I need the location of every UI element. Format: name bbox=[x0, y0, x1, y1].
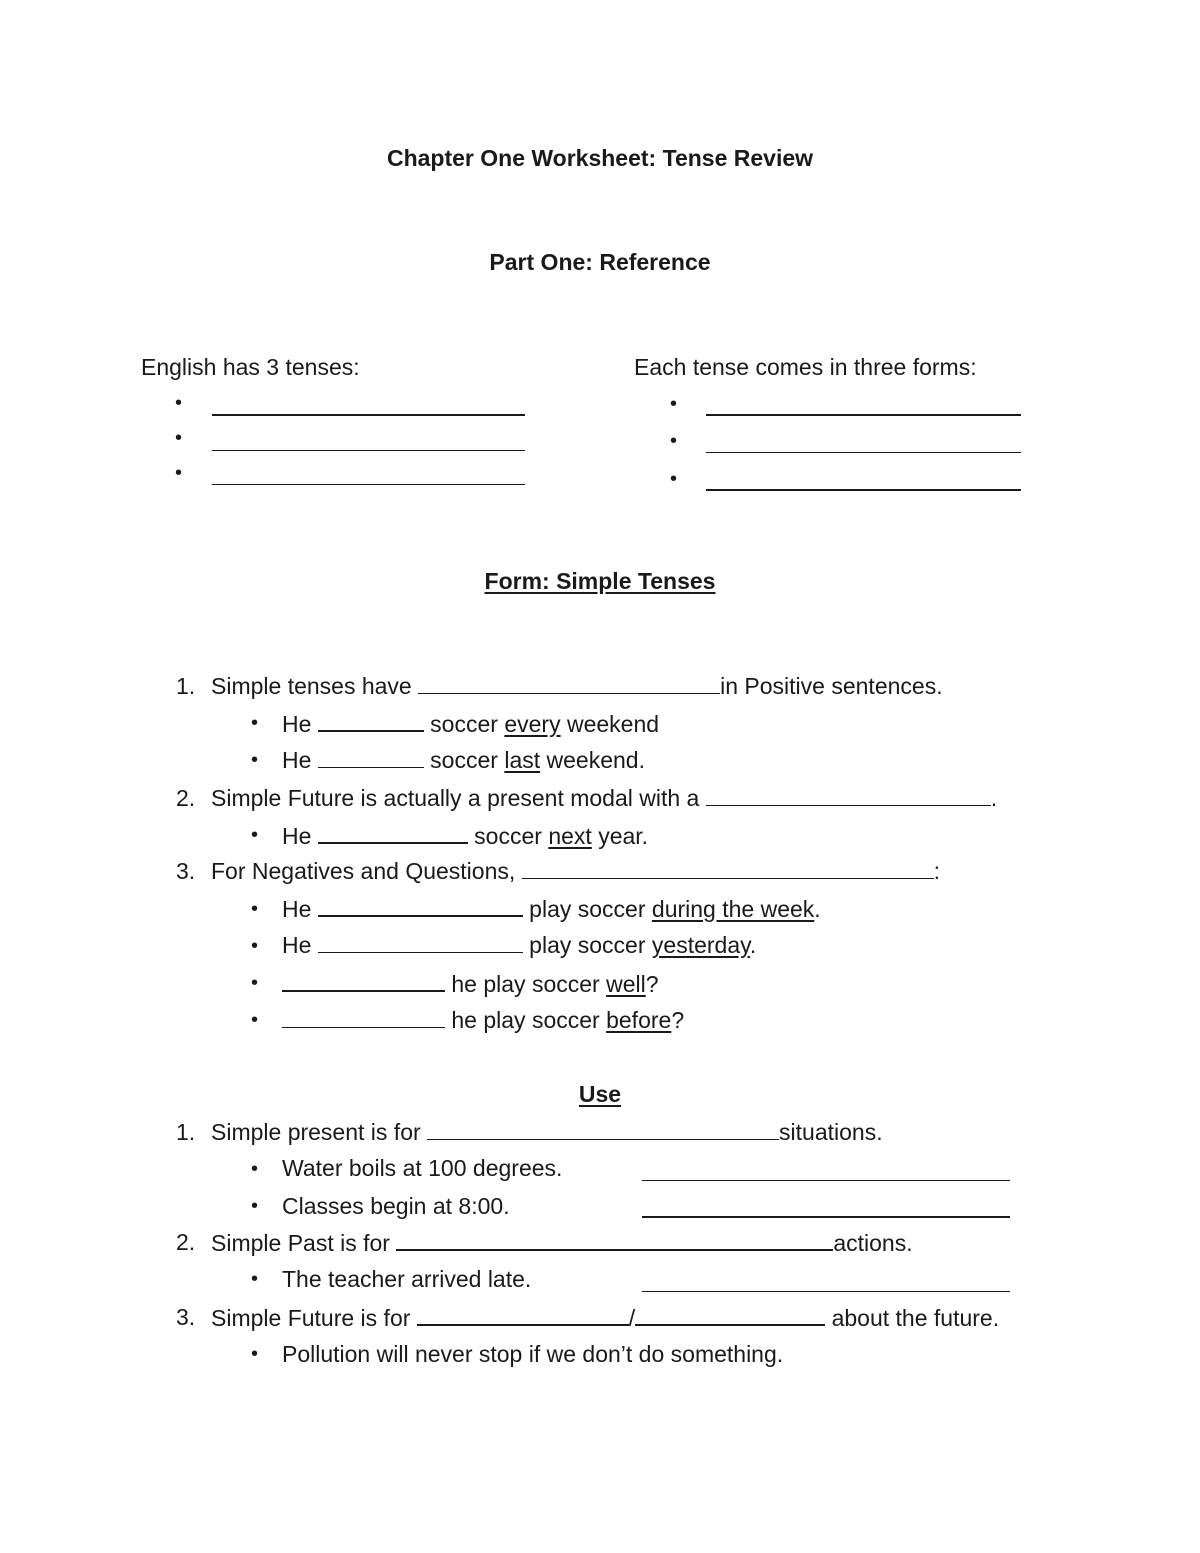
fill-blank[interactable] bbox=[318, 710, 424, 732]
use-item-1-bullet-1: Water boils at 100 degrees. bbox=[282, 1155, 563, 1181]
bullet: • bbox=[175, 427, 183, 449]
bullet: • bbox=[251, 1268, 259, 1290]
form-item-2: Simple Future is actually a present modal with a . bbox=[211, 785, 998, 811]
fill-blank[interactable] bbox=[282, 1007, 445, 1028]
bullet: • bbox=[251, 824, 259, 846]
use-blank[interactable] bbox=[642, 1291, 1010, 1292]
use-item-number: 1. bbox=[176, 1119, 196, 1145]
tenses-label: English has 3 tenses: bbox=[141, 354, 360, 380]
use-heading-text: Use bbox=[578, 1081, 622, 1107]
form-item-3-bullet-4: he play soccer before? bbox=[282, 1007, 684, 1034]
form-heading bbox=[0, 568, 1200, 595]
use-heading bbox=[0, 1081, 1200, 1108]
fill-blank[interactable] bbox=[318, 932, 523, 953]
fill-blank[interactable] bbox=[282, 970, 445, 992]
form-blank-1[interactable] bbox=[706, 414, 1021, 416]
part-one-heading: Part One: Reference bbox=[489, 249, 711, 275]
bullet: • bbox=[670, 468, 678, 490]
bullet: • bbox=[251, 898, 259, 920]
bullet: • bbox=[251, 1195, 259, 1217]
bullet: • bbox=[670, 393, 678, 415]
bullet: • bbox=[251, 1343, 259, 1365]
form-blank-2[interactable] bbox=[706, 452, 1021, 453]
page-title: Chapter One Worksheet: Tense Review bbox=[386, 145, 814, 171]
bullet: • bbox=[251, 972, 259, 994]
use-blank[interactable] bbox=[642, 1216, 1010, 1218]
form-item-1-text: Simple tenses have bbox=[211, 673, 419, 699]
form-item-3-bullet-1: He play soccer during the week. bbox=[282, 896, 821, 922]
use-item-1: Simple present is for situations. bbox=[211, 1119, 883, 1145]
bullet: • bbox=[251, 749, 259, 771]
bullet: • bbox=[175, 392, 183, 414]
form-item-1-end: in Positive sentences. bbox=[720, 673, 943, 699]
fill-blank[interactable] bbox=[522, 858, 934, 879]
bullet: • bbox=[251, 1158, 259, 1180]
use-blank[interactable] bbox=[642, 1180, 1010, 1181]
form-item-2-bullet-1: He soccer next year. bbox=[282, 823, 649, 849]
bullet: • bbox=[670, 430, 678, 452]
form-blank-3[interactable] bbox=[706, 489, 1021, 491]
forms-label: Each tense comes in three forms: bbox=[634, 354, 977, 380]
bullet: • bbox=[251, 1009, 259, 1031]
form-item-3: For Negatives and Questions, : bbox=[211, 858, 941, 884]
use-item-2: Simple Past is for actions. bbox=[211, 1230, 913, 1256]
fill-blank[interactable] bbox=[635, 1304, 825, 1326]
form-item-1 bbox=[211, 673, 943, 700]
use-item-number: 3. bbox=[176, 1304, 196, 1330]
fill-blank[interactable] bbox=[318, 822, 468, 844]
use-item-2-bullet-1: The teacher arrived late. bbox=[282, 1266, 532, 1292]
fill-blank[interactable] bbox=[318, 895, 523, 917]
use-item-number: 2. bbox=[176, 1229, 196, 1255]
tense-blank-3[interactable] bbox=[212, 484, 525, 485]
form-item-3-bullet-2: He play soccer yesterday. bbox=[282, 932, 757, 958]
fill-blank[interactable] bbox=[418, 673, 720, 694]
fill-blank[interactable] bbox=[318, 747, 424, 768]
fill-blank[interactable] bbox=[427, 1119, 779, 1140]
tense-blank-1[interactable] bbox=[212, 414, 525, 416]
bullet: • bbox=[175, 462, 183, 484]
fill-blank[interactable] bbox=[396, 1229, 833, 1251]
form-item-number: 2. bbox=[176, 785, 196, 811]
use-item-3: Simple Future is for / about the future. bbox=[211, 1305, 1000, 1331]
use-item-3-bullet-1: Pollution will never stop if we don’t do something. bbox=[282, 1341, 784, 1367]
form-item-1-bullet-1: He soccer every weekend bbox=[282, 711, 660, 737]
form-item-number: 1. bbox=[176, 673, 196, 699]
form-item-3-bullet-3: he play soccer well? bbox=[282, 970, 659, 998]
tense-blank-2[interactable] bbox=[212, 450, 525, 451]
form-heading-text: Form: Simple Tenses bbox=[484, 568, 716, 594]
fill-blank[interactable] bbox=[417, 1304, 629, 1326]
use-item-1-bullet-2: Classes begin at 8:00. bbox=[282, 1193, 510, 1219]
form-item-1-bullet-2: He soccer last weekend. bbox=[282, 747, 645, 773]
fill-blank[interactable] bbox=[706, 785, 991, 806]
bullet: • bbox=[251, 712, 259, 734]
bullet: • bbox=[251, 935, 259, 957]
form-item-number: 3. bbox=[176, 858, 196, 884]
